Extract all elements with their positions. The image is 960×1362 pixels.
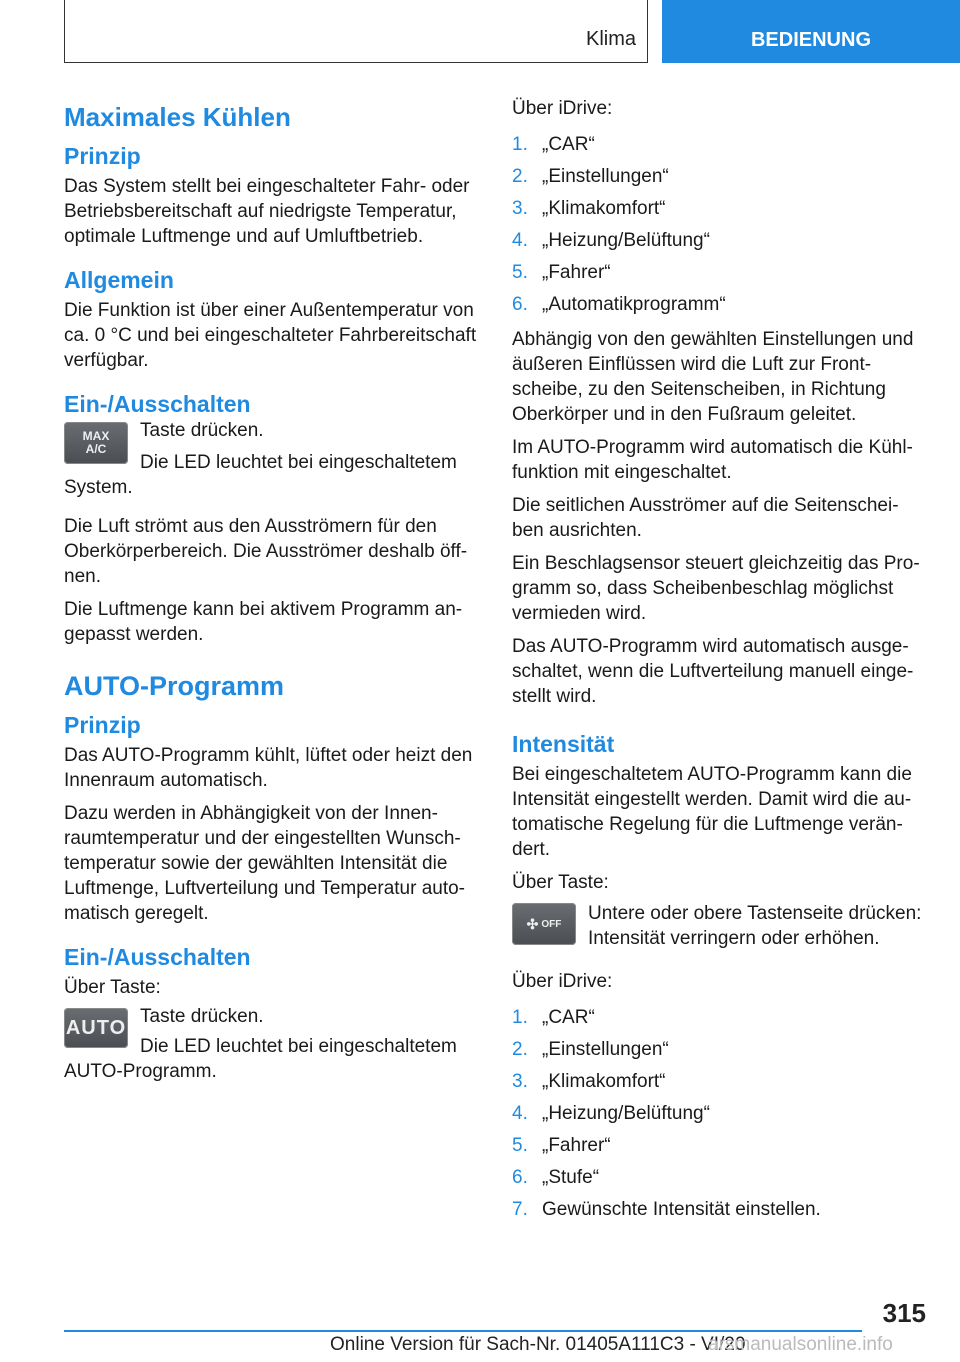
heading-ein-ausschalten: Ein-/Ausschalten — [64, 944, 251, 970]
section-allgemein — [64, 267, 484, 373]
fan-icon: ✣ — [526, 915, 539, 932]
list-item — [512, 1034, 932, 1066]
step-number: 5. — [512, 1135, 528, 1156]
list-item — [512, 1002, 932, 1034]
list-item — [512, 129, 932, 161]
step-text: „Klimakomfort“ — [542, 1071, 666, 1092]
step-number: 7. — [512, 1199, 528, 1220]
footer-divider — [64, 1330, 862, 1332]
paragraph: Das System stellt bei eingeschalteter Fahr- oder Betriebsbereitschaft auf niedrigste Temperatur, optimale Luftmenge und auf Umluftbetrieb. — [64, 176, 470, 247]
section-ein-ausschalten-2 — [64, 944, 484, 1084]
heading-allgemein: Allgemein — [64, 267, 174, 293]
paragraph: Dazu werden in Abhängigkeit von der Innen- raumtemperatur und der eingestellten Wunsch- temperatur sowie der gewählten Intensität die Luftmenge, Luftverteilung und Temperatur auto- matisch geregelt. — [64, 803, 466, 924]
paragraph: Die seitlichen Ausströmer auf die Seitenschei- ben ausrichten. — [512, 495, 899, 541]
button-instruction-row — [512, 903, 932, 959]
idrive-steps-1 — [512, 129, 932, 321]
step-text: „CAR“ — [542, 1007, 595, 1028]
step-text: „Heizung/Belüftung“ — [542, 1103, 710, 1124]
paragraph: Im AUTO-Programm wird automatisch die Kühl- funktion mit eingeschaltet. — [512, 437, 913, 483]
paragraph: Die Funktion ist über einer Außentemperatur von ca. 0 °C und bei eingeschalteter Fahrbereitschaft verfügbar. — [64, 300, 477, 371]
step-number: 1. — [512, 1007, 528, 1028]
watermark: arsmanualsonline.info — [708, 1334, 893, 1355]
paragraph: Das AUTO-Programm kühlt, lüftet oder heizt den Innenraum automatisch. — [64, 745, 473, 791]
step-text: „Heizung/Belüftung“ — [542, 230, 710, 251]
step-number: 4. — [512, 230, 528, 251]
step-number: 3. — [512, 198, 528, 219]
paragraph: Untere oder obere Tastenseite drücken: Intensität verringern oder erhöhen. — [588, 903, 922, 949]
paragraph: Die Luftmenge kann bei aktivem Programm an- gepasst werden. — [64, 599, 463, 645]
ac-label: A/C — [85, 442, 107, 456]
section-prinzip-2 — [64, 712, 484, 926]
paragraph: Das AUTO-Programm wird automatisch ausge- schaltet, wenn die Luftverteilung manuell einge- stellt wird. — [512, 636, 914, 707]
list-item — [512, 1066, 932, 1098]
list-item — [512, 225, 932, 257]
step-text: „Einstellungen“ — [542, 1039, 669, 1060]
list-item — [512, 257, 932, 289]
paragraph: Taste drücken. — [140, 1006, 264, 1027]
heading-prinzip: Prinzip — [64, 143, 141, 169]
list-item — [512, 289, 932, 321]
step-text: „Stufe“ — [542, 1167, 600, 1188]
list-item — [512, 1162, 932, 1194]
list-item — [512, 1130, 932, 1162]
step-text: „Fahrer“ — [542, 1135, 611, 1156]
header-section-title: Klima — [585, 28, 636, 50]
idrive-steps-2 — [512, 1002, 932, 1226]
paragraph: Abhängig von den gewählten Einstellungen und äußeren Einflüssen wird die Luft zur Front- scheibe, zu den Seitenscheiben, in Richtung Oberkörper und in den Fußraum geleitet. — [512, 329, 914, 425]
section-prinzip-1 — [64, 143, 484, 249]
list-item — [512, 1194, 932, 1226]
max-label: MAX — [82, 429, 110, 443]
paragraph: Über Taste: — [64, 977, 161, 998]
paragraph: Die LED leuchtet bei eingeschaltetem AUTO-Programm. — [64, 1036, 457, 1082]
step-number: 4. — [512, 1103, 528, 1124]
step-number: 2. — [512, 166, 528, 187]
step-text: „Fahrer“ — [542, 262, 611, 283]
step-number: 1. — [512, 134, 528, 155]
paragraph: Über iDrive: — [512, 971, 613, 992]
list-item — [512, 1098, 932, 1130]
step-number: 6. — [512, 294, 528, 315]
step-number: 3. — [512, 1071, 528, 1092]
paragraph: Über iDrive: — [512, 98, 613, 119]
step-text: Gewünschte Intensität einstellen. — [542, 1199, 821, 1220]
paragraph: Ein Beschlagsensor steuert gleichzeitig das Pro- gramm so, dass Scheibenbeschlag möglichst vermieden wird. — [512, 553, 920, 624]
step-number: 5. — [512, 262, 528, 283]
right-column — [512, 96, 932, 1244]
off-label: OFF — [541, 918, 562, 930]
header-box — [64, 0, 648, 63]
header-chapter-tab: BEDIENUNG — [662, 0, 960, 63]
paragraph: Taste drücken. — [140, 420, 264, 441]
heading-maximales-kuehlen: Maximales Kühlen — [64, 102, 291, 132]
step-text: „Automatikprogramm“ — [542, 294, 726, 315]
step-text: „Einstellungen“ — [542, 166, 669, 187]
paragraph: Die LED leuchtet bei eingeschaltetem System. — [64, 452, 457, 498]
list-item — [512, 161, 932, 193]
heading-prinzip: Prinzip — [64, 712, 141, 738]
page-number: 315 — [882, 1298, 926, 1328]
section-intensitaet — [512, 731, 932, 1226]
section-ein-ausschalten-1 — [64, 391, 484, 647]
left-column — [64, 96, 484, 1102]
paragraph: Die Luft strömt aus den Ausströmern für den Oberkörperbereich. Die Ausströmer deshalb öff- nen. — [64, 516, 468, 587]
step-text: „CAR“ — [542, 134, 595, 155]
step-number: 2. — [512, 1039, 528, 1060]
step-text: „Klimakomfort“ — [542, 198, 666, 219]
list-item — [512, 193, 932, 225]
max-ac-button-icon — [64, 422, 128, 464]
auto-button-icon: AUTO — [64, 1008, 128, 1048]
paragraph: Über Taste: — [512, 872, 609, 893]
paragraph: Bei eingeschaltetem AUTO-Programm kann die Intensität eingestellt werden. Damit wird die au- tomatische Regelung für die Luftmenge verän- dert. — [512, 764, 912, 860]
fan-intensity-button-icon — [512, 903, 576, 945]
heading-ein-ausschalten: Ein-/Ausschalten — [64, 391, 251, 417]
heading-auto-programm: AUTO-Programm — [64, 671, 285, 701]
step-number: 6. — [512, 1167, 528, 1188]
footer-online-version: Online Version für Sach-Nr. 01405A111C3 - VI/20 — [330, 1334, 746, 1355]
heading-intensitaet: Intensität — [512, 731, 615, 757]
